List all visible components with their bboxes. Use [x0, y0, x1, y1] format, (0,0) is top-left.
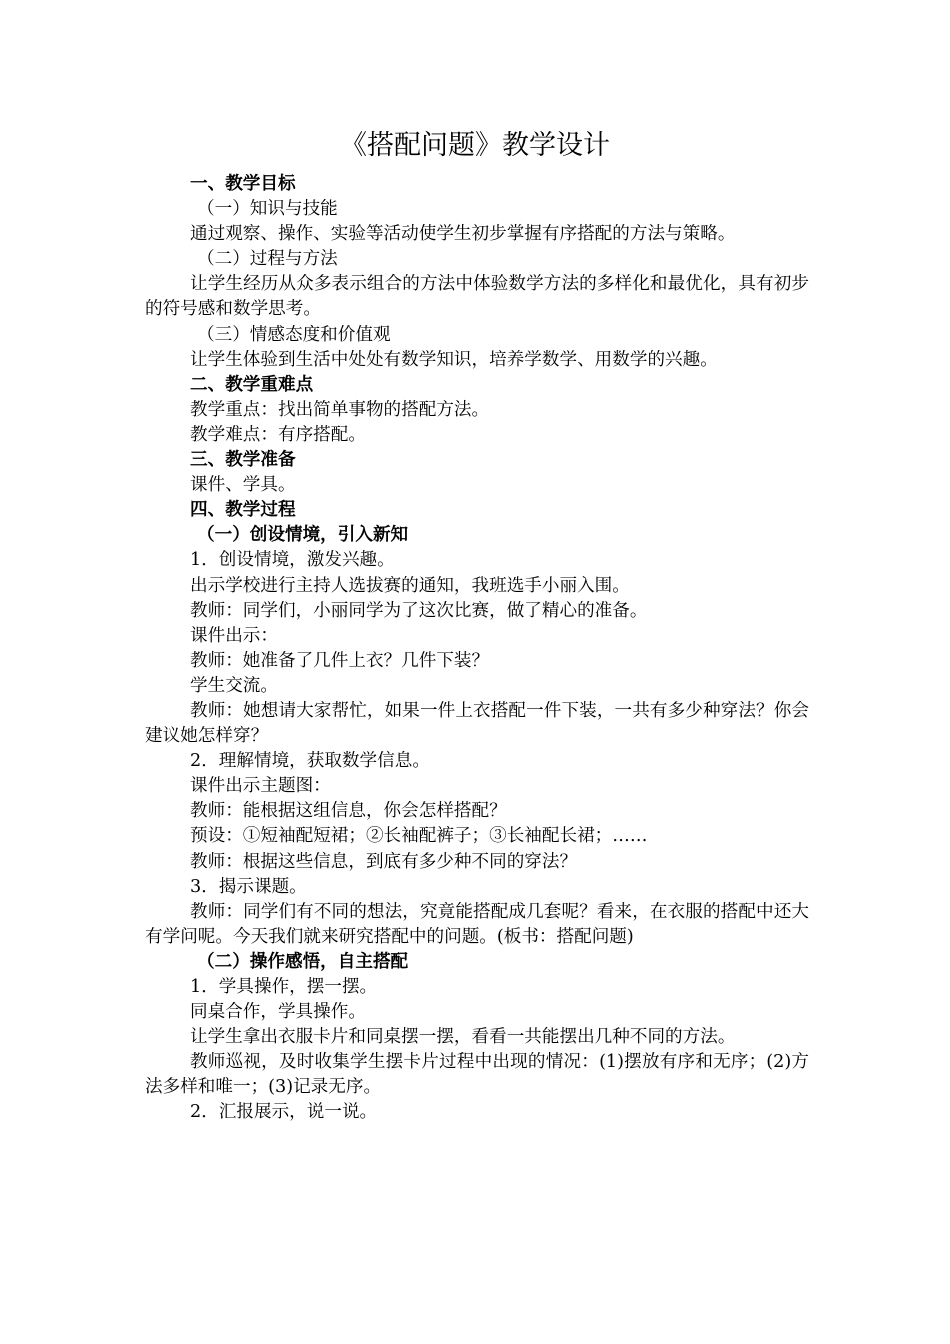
- paragraph: 2．理解情境，获取数学信息。: [190, 751, 430, 772]
- paragraph: 同桌合作，学具操作。: [190, 1002, 366, 1023]
- paragraph: 教学难点：有序搭配。: [190, 424, 366, 445]
- paragraph: 出示学校进行主持人选拔赛的通知，我班选手小丽入围。: [190, 575, 630, 596]
- paragraph: 教师巡视，及时收集学生摆卡片过程中出现的情况：(1)摆放有序和无序；(2)方法多样和唯一；(3)记录无序。: [145, 1052, 809, 1098]
- paragraph: 1．学具操作，摆一摆。: [190, 977, 378, 997]
- section-heading: 四、教学过程: [190, 500, 296, 521]
- paragraph: 教师：她准备了几件上衣？几件下装？: [190, 650, 490, 671]
- subsection-heading: （一）知识与技能: [197, 199, 338, 220]
- section-heading: 一、教学目标: [190, 174, 296, 194]
- section-heading: 二、教学重难点: [190, 374, 314, 395]
- paragraph: 教师：根据这些信息，到底有多少种不同的穿法？: [190, 851, 578, 872]
- subsection-heading: （二）过程与方法: [197, 249, 338, 270]
- paragraph: 教学重点：找出简单事物的搭配方法。: [190, 399, 490, 420]
- paragraph: 学生交流。: [190, 675, 278, 696]
- subsection-heading: （二）操作感悟，自主搭配: [197, 951, 409, 972]
- paragraph: 预设：①短袖配短裙；②长袖配裤子；③长袖配长裙；……: [190, 826, 648, 847]
- paragraph: 3．揭示课题。: [190, 876, 307, 897]
- paragraph: 课件出示主题图：: [190, 776, 331, 797]
- paragraph: 教师：她想请大家帮忙，如果一件上衣搭配一件下装，一共有多少种穿法？你会建议她怎样穿？: [145, 700, 809, 747]
- paragraph: 教师：能根据这组信息，你会怎样搭配？: [190, 801, 507, 822]
- paragraph: 让学生拿出衣服卡片和同桌摆一摆，看看一共能摆出几种不同的方法。: [190, 1027, 736, 1048]
- paragraph: 让学生经历从众多表示组合的方法中体验数学方法的多样化和最优化，具有初步的符号感和数学思考。: [145, 274, 809, 320]
- paragraph: 让学生体验到生活中处处有数学知识，培养学数学、用数学的兴趣。: [190, 349, 718, 370]
- paragraph: 教师：同学们有不同的想法，究竟能搭配成几套呢？看来，在衣服的搭配中还大有学问呢。今天我们就来研究搭配中的问题。(板书：搭配问题): [145, 901, 809, 947]
- subsection-heading: （一）创设情境，引入新知: [197, 525, 409, 546]
- document-body: [145, 172, 809, 1126]
- subsection-heading: （三）情感态度和价值观: [197, 324, 391, 345]
- paragraph: 2．汇报展示，说一说。: [190, 1102, 378, 1123]
- paragraph: 课件出示：: [190, 625, 278, 646]
- paragraph: 教师：同学们，小丽同学为了这次比赛，做了精心的准备。: [190, 600, 648, 621]
- paragraph: 1．创设情境，激发兴趣。: [190, 550, 395, 571]
- paragraph: 课件、学具。: [190, 475, 296, 496]
- paragraph: 通过观察、操作、实验等活动使学生初步掌握有序搭配的方法与策略。: [190, 224, 736, 245]
- section-heading: 三、教学准备: [190, 450, 296, 471]
- document-title: 《搭配问题》教学设计: [340, 130, 610, 161]
